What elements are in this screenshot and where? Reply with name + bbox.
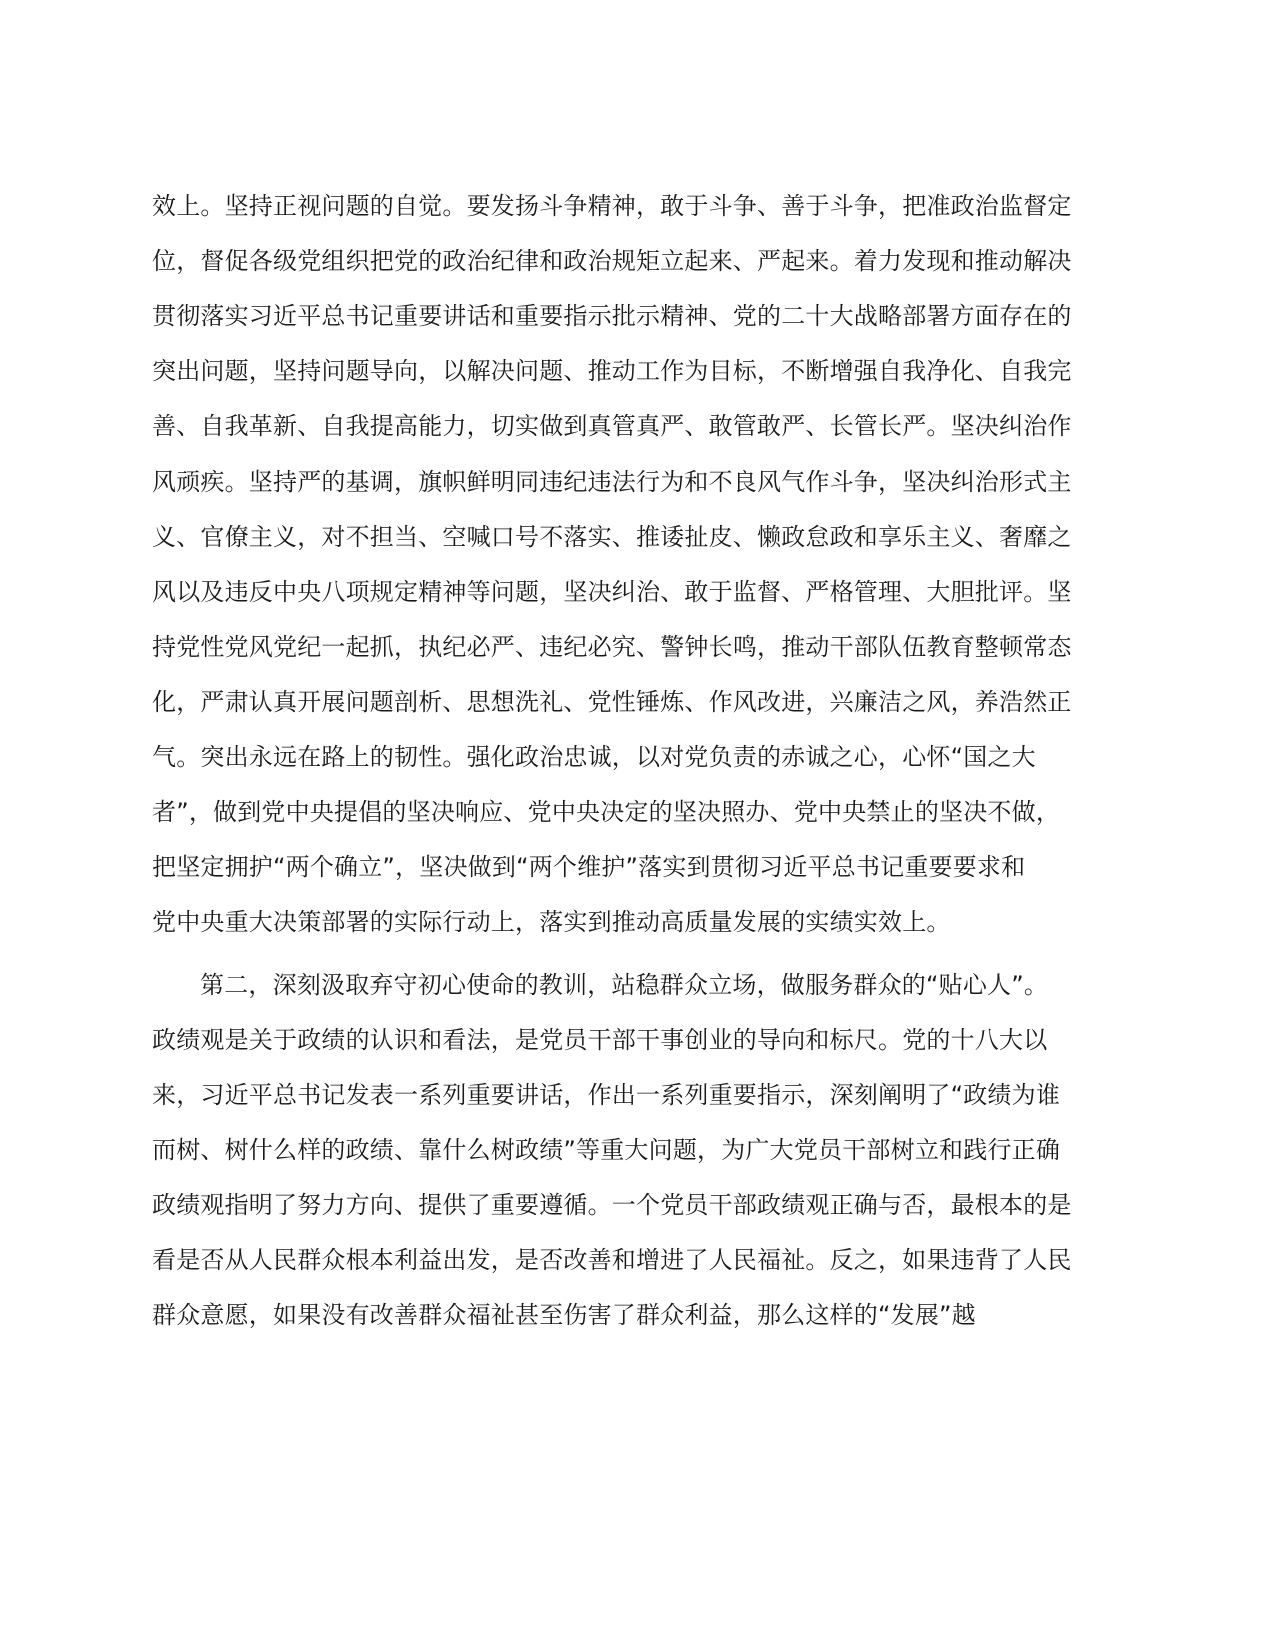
paragraph-2-line-5: 政绩观指明了努力方向、提供了重要遵循。一个党员干部政绩观正确与否，最根本的是 — [152, 1191, 1072, 1219]
paragraph-1-line-7: 义、官僚主义，对不担当、空喊口号不落实、推诿扯皮、懒政怠政和享乐主义、奢靡之 — [152, 523, 1072, 551]
paragraph-2-line-6: 看是否从人民群众根本利益出发，是否改善和增进了人民福祉。反之，如果违背了人民 — [152, 1246, 1072, 1274]
paragraph-1-line-12: 者”，做到党中央提倡的坚决响应、党中央决定的坚决照办、党中央禁止的坚决不做， — [152, 798, 1061, 826]
paragraph-1-line-10: 化，严肃认真开展问题剖析、思想洗礼、党性锤炼、作风改进，兴廉洁之风，养浩然正 — [152, 688, 1072, 716]
paragraph-1-line-8: 风以及违反中央八项规定精神等问题，坚决纠治、敢于监督、严格管理、大胆批评。坚 — [152, 578, 1072, 606]
paragraph-1-line-3: 贯彻落实习近平总书记重要讲话和重要指示批示精神、党的二十大战略部署方面存在的 — [152, 302, 1072, 330]
paragraph-1-line-14: 党中央重大决策部署的实际行动上，落实到推动高质量发展的实绩实效上。 — [152, 908, 951, 936]
paragraph-1-line-11: 气。突出永远在路上的韧性。强化政治忠诚，以对党负责的赤诚之心，心怀“国之大 — [152, 743, 1036, 771]
paragraph-2-line-7: 群众意愿，如果没有改善群众福祉甚至伤害了群众利益，那么这样的“发展”越 — [152, 1301, 976, 1329]
paragraph-2-line-2: 政绩观是关于政绩的认识和看法，是党员干部干事创业的导向和标尺。党的十八大以 — [152, 1026, 1048, 1054]
paragraph-1-line-1: 效上。坚持正视问题的自觉。要发扬斗争精神，敢于斗争、善于斗争，把准政治监督定 — [152, 192, 1072, 220]
paragraph-1-line-4: 突出问题，坚持问题导向，以解决问题、推动工作为目标，不断增强自我净化、自我完 — [152, 357, 1072, 385]
paragraph-1-line-6: 风顽疾。坚持严的基调，旗帜鲜明同违纪违法行为和不良风气作斗争，坚决纠治形式主 — [152, 468, 1072, 496]
paragraph-1-line-5: 善、自我革新、自我提高能力，切实做到真管真严、敢管敢严、长管长严。坚决纠治作 — [152, 412, 1072, 440]
paragraph-1-line-13: 把坚定拥护“两个确立”，坚决做到“两个维护”落实到贯彻习近平总书记重要要求和 — [152, 853, 1026, 881]
paragraph-2-line-1: 第二，深刻汲取弃守初心使命的教训，站稳群众立场，做服务群众的“贴心人”。 — [200, 971, 1049, 999]
paragraph-1-line-2: 位，督促各级党组织把党的政治纪律和政治规矩立起来、严起来。着力发现和推动解决 — [152, 247, 1072, 275]
paragraph-2-line-4: 而树、树什么样的政绩、靠什么树政绩”等重大问题，为广大党员干部树立和践行正确 — [152, 1136, 1061, 1164]
paragraph-1-line-9: 持党性党风党纪一起抓，执纪必严、违纪必究、警钟长鸣，推动干部队伍教育整顿常态 — [152, 633, 1072, 661]
paragraph-2-line-3: 来，习近平总书记发表一系列重要讲话，作出一系列重要指示，深刻阐明了“政绩为谁 — [152, 1081, 1061, 1109]
